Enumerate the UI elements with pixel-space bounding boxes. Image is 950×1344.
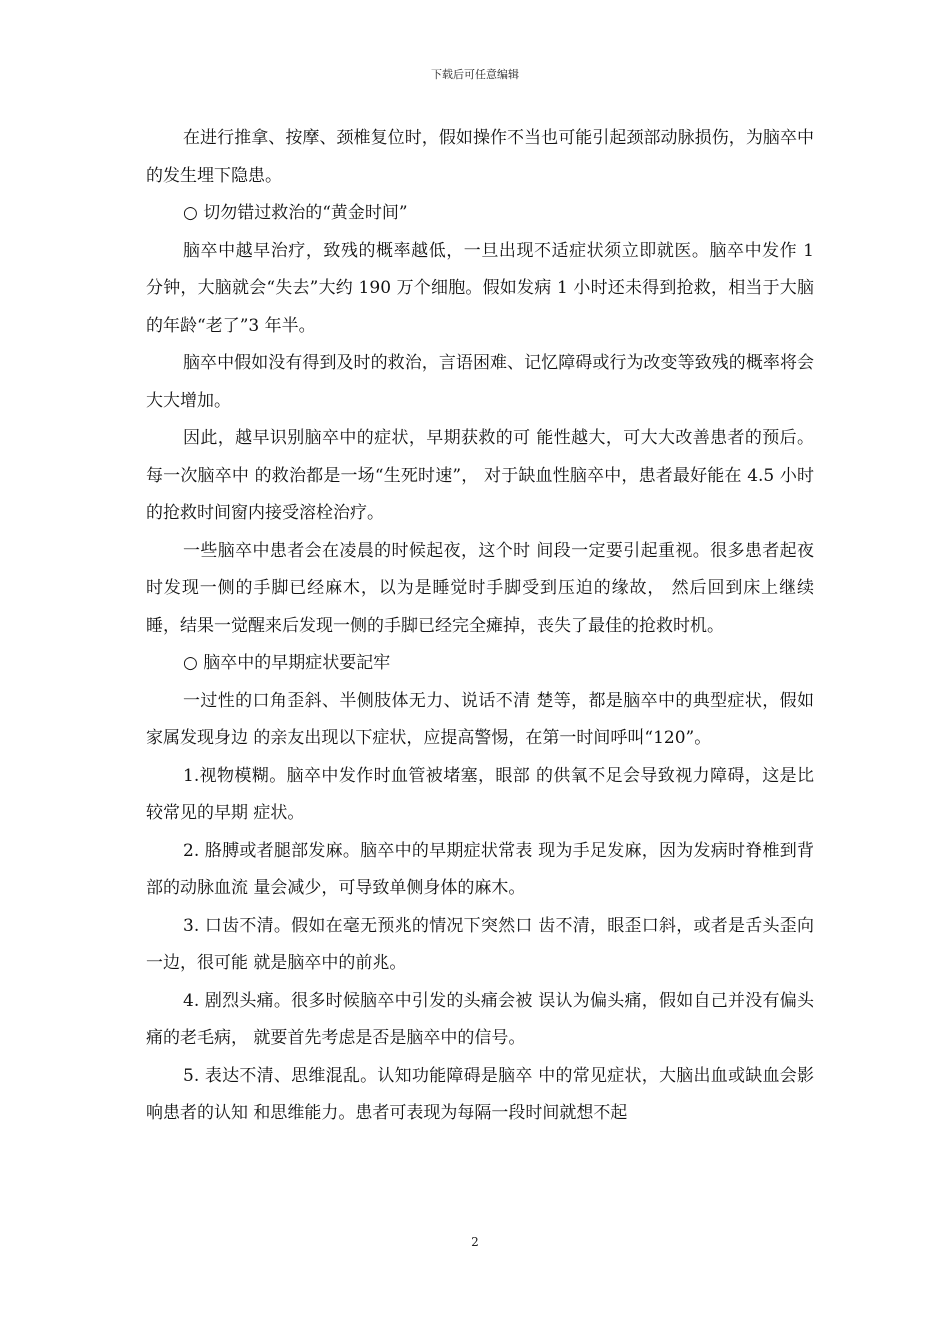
paragraph-early-treatment: 脑卒中越早治疗，致残的概率越低，一旦出现不适症状须立即就医。脑卒中发作 1 分钟，大脑就会“失去”大约 190 万个细胞。假如发病 1 小时还未得到抢救，相当于大脑的年龄“老了”3 年半。: [146, 240, 814, 336]
list-item-headache: 4. 剧烈头痛。很多时候脑卒中引发的头痛会被 误认为偏头痛，假如自己并没有偏头痛的老毛病， 就要首先考虑是否是脑卒中的信号。: [146, 990, 814, 1048]
paragraph-night-onset: 一些脑卒中患者会在凌晨的时候起夜，这个时 间段一定要引起重视。很多患者起夜时发现一侧的手脚已经麻木，以为是睡觉时手脚受到压迫的缘故， 然后回到床上继续睡，结果一觉醒来后发现一侧的手脚已经完全瘫掉，丧失了最佳的抢救时机。: [146, 540, 814, 636]
paragraph-disability-risk: 脑卒中假如没有得到及时的救治，言语困难、记忆障碍或行为改变等致残的概率将会大大增加。: [146, 353, 814, 411]
list-item-slurred-speech: 3. 口齿不清。假如在毫无预兆的情况下突然口 齿不清，眼歪口斜，或者是舌头歪向一边，很可能 就是脑卒中的前兆。: [146, 915, 814, 973]
paragraph-early-recognition: 因此，越早识别脑卒中的症状，早期获救的可 能性越大，可大大改善患者的预后。每一次脑卒中 的救治都是一场“生死时速”， 对于缺血性脑卒中，患者最好能在 4.5 小时的抢救时间窗内接受溶栓治疗。: [146, 428, 814, 523]
paragraph-typical-symptoms: 一过性的口角歪斜、半侧肢体无力、说话不清 楚等，都是脑卒中的典型症状，假如家属发现身边 的亲友出现以下症状，应提高警惕，在第一时间呼叫“120”。: [146, 690, 814, 748]
section-heading-golden-time: ○ 切勿错过救治的“黄金时间”: [183, 203, 408, 223]
page-number: 2: [471, 1235, 479, 1249]
list-item-blurred-vision: 1.视物模糊。脑卒中发作时血管被堵塞，眼部 的供氧不足会导致视力障碍，这是比较常见的早期 症状。: [146, 765, 814, 823]
section-heading-early-symptoms: ○ 脑卒中的早期症状要記牢: [183, 653, 391, 673]
document-body: [146, 120, 814, 1133]
list-item-numbness: 2. 胳膊或者腿部发麻。脑卒中的早期症状常表 现为手足发麻，因为发病时脊椎到背部的动脉血流 量会减少，可导致单侧身体的麻木。: [146, 840, 814, 898]
list-item-confusion: 5. 表达不清、思维混乱。认知功能障碍是脑卒 中的常见症状，大脑出血或缺血会影响患者的认知 和思维能力。患者可表现为每隔一段时间就想不起: [146, 1065, 814, 1123]
paragraph-massage-risk: 在进行推拿、按摩、颈椎复位时，假如操作不当也可能引起颈部动脉损伤，为脑卒中的发生埋下隐患。: [146, 128, 814, 186]
page-header: 下载后可任意编辑: [431, 68, 519, 81]
